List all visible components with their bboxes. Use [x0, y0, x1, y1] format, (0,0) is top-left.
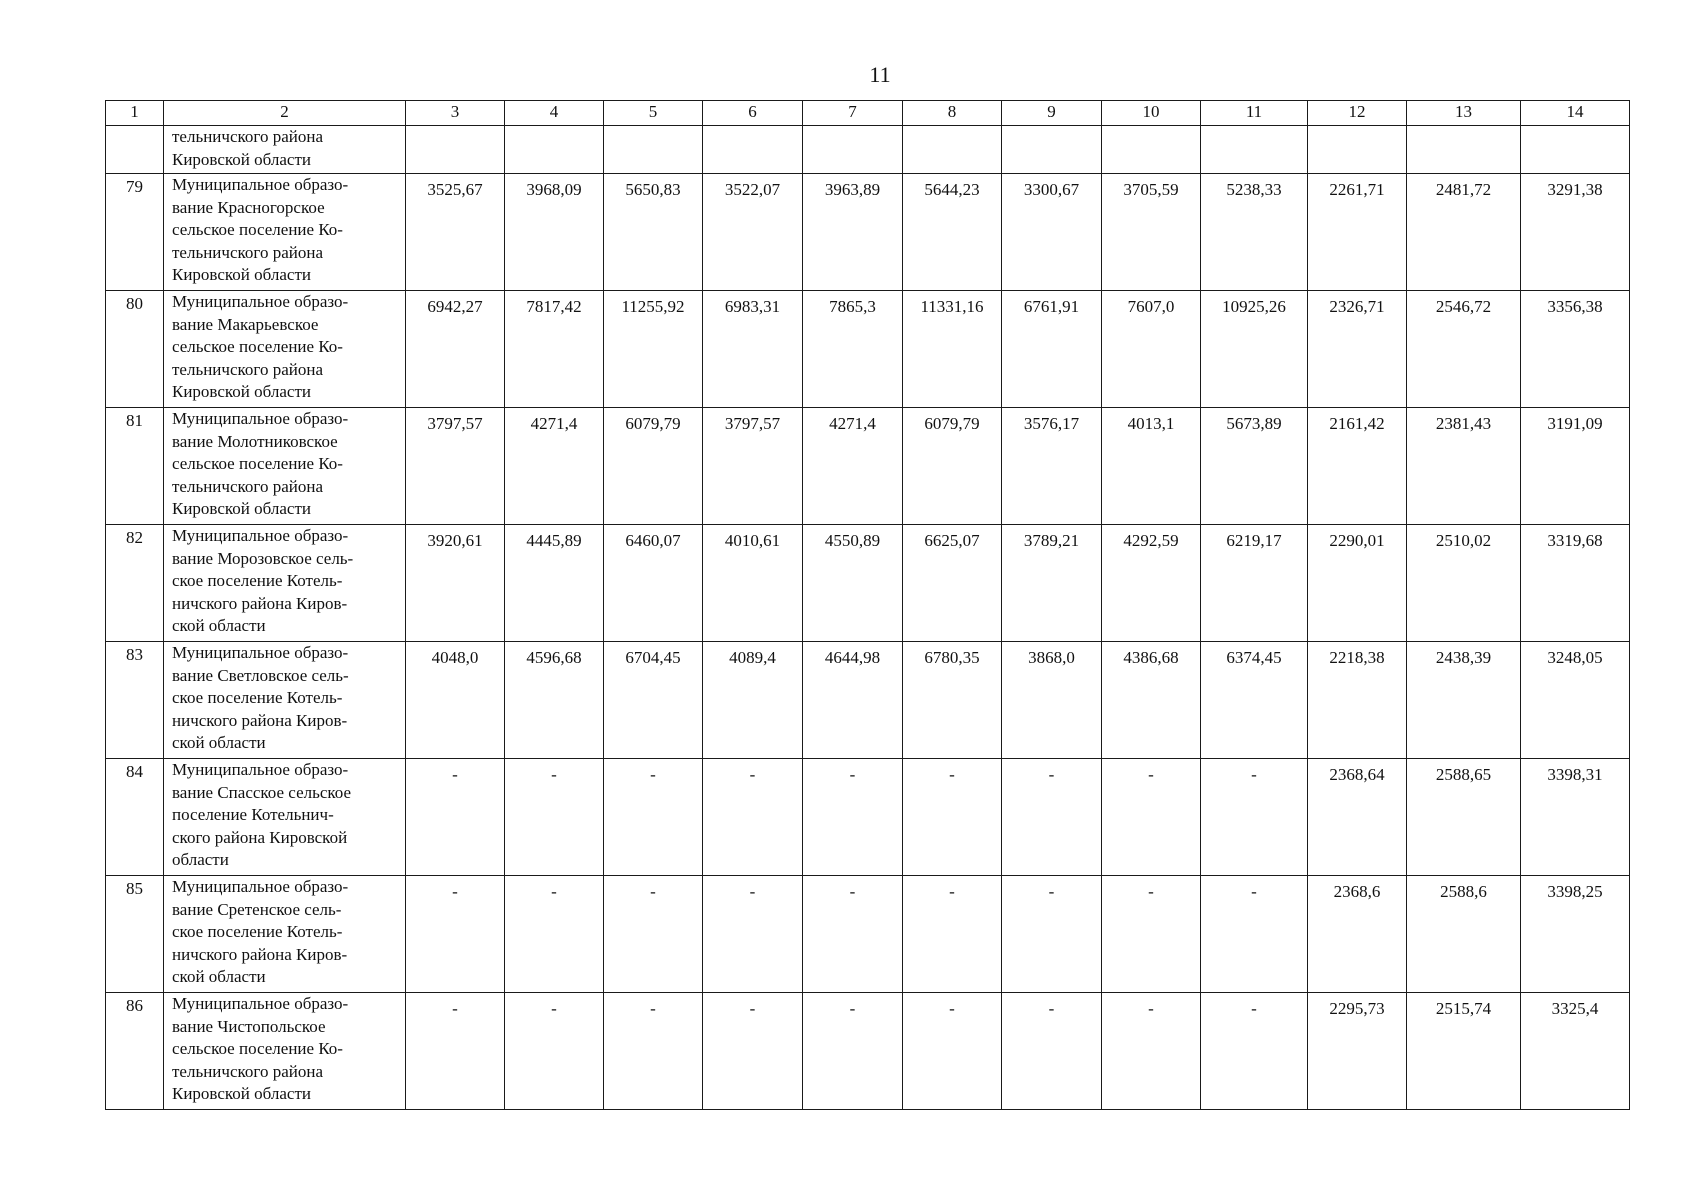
- value-cell: -: [1002, 876, 1102, 993]
- data-table: [105, 100, 1630, 1110]
- column-header: 12: [1308, 101, 1407, 126]
- value-cell: 2438,39: [1407, 642, 1521, 759]
- value-cell: 3797,57: [406, 408, 505, 525]
- value-cell: 3797,57: [703, 408, 803, 525]
- value-cell: 3920,61: [406, 525, 505, 642]
- value-cell: 2218,38: [1308, 642, 1407, 759]
- value-cell: 3576,17: [1002, 408, 1102, 525]
- value-cell: -: [1201, 993, 1308, 1110]
- value-cell: 5238,33: [1201, 174, 1308, 291]
- header-row: [106, 101, 1630, 126]
- value-cell: [505, 126, 604, 174]
- value-cell: 6374,45: [1201, 642, 1308, 759]
- value-cell: 4445,89: [505, 525, 604, 642]
- value-cell: 4013,1: [1102, 408, 1201, 525]
- value-cell: -: [803, 876, 903, 993]
- value-cell: 2368,6: [1308, 876, 1407, 993]
- value-cell: 6079,79: [604, 408, 703, 525]
- value-cell: 4048,0: [406, 642, 505, 759]
- value-cell: -: [903, 993, 1002, 1110]
- value-cell: -: [903, 876, 1002, 993]
- value-cell: 2368,64: [1308, 759, 1407, 876]
- value-cell: 6942,27: [406, 291, 505, 408]
- value-cell: -: [1102, 759, 1201, 876]
- row-number-cell: 84: [106, 759, 164, 876]
- table-row: [106, 876, 1630, 993]
- value-cell: 3868,0: [1002, 642, 1102, 759]
- table-row: [106, 759, 1630, 876]
- value-cell: 10925,26: [1201, 291, 1308, 408]
- value-cell: -: [604, 876, 703, 993]
- value-cell: 4644,98: [803, 642, 903, 759]
- value-cell: 11255,92: [604, 291, 703, 408]
- row-number-cell: 85: [106, 876, 164, 993]
- table-row: [106, 174, 1630, 291]
- value-cell: [1102, 126, 1201, 174]
- column-header: 8: [903, 101, 1002, 126]
- row-number-cell: [106, 126, 164, 174]
- value-cell: 2290,01: [1308, 525, 1407, 642]
- value-cell: 3325,4: [1521, 993, 1630, 1110]
- column-header: 13: [1407, 101, 1521, 126]
- column-header: 11: [1201, 101, 1308, 126]
- value-cell: -: [1002, 993, 1102, 1110]
- column-header: 4: [505, 101, 604, 126]
- value-cell: 6983,31: [703, 291, 803, 408]
- value-cell: -: [406, 759, 505, 876]
- column-header: 1: [106, 101, 164, 126]
- value-cell: [903, 126, 1002, 174]
- value-cell: -: [1201, 876, 1308, 993]
- value-cell: 7607,0: [1102, 291, 1201, 408]
- value-cell: -: [505, 993, 604, 1110]
- value-cell: 4292,59: [1102, 525, 1201, 642]
- value-cell: 4386,68: [1102, 642, 1201, 759]
- value-cell: 4596,68: [505, 642, 604, 759]
- value-cell: 3319,68: [1521, 525, 1630, 642]
- value-cell: -: [505, 876, 604, 993]
- value-cell: -: [1201, 759, 1308, 876]
- row-number-cell: 81: [106, 408, 164, 525]
- value-cell: 2295,73: [1308, 993, 1407, 1110]
- value-cell: 4010,61: [703, 525, 803, 642]
- value-cell: 5650,83: [604, 174, 703, 291]
- value-cell: 3963,89: [803, 174, 903, 291]
- value-cell: -: [903, 759, 1002, 876]
- column-header: 10: [1102, 101, 1201, 126]
- value-cell: 3291,38: [1521, 174, 1630, 291]
- value-cell: 4271,4: [505, 408, 604, 525]
- value-cell: -: [703, 759, 803, 876]
- column-header: 2: [164, 101, 406, 126]
- value-cell: 3300,67: [1002, 174, 1102, 291]
- value-cell: 3191,09: [1521, 408, 1630, 525]
- value-cell: 4089,4: [703, 642, 803, 759]
- value-cell: [1002, 126, 1102, 174]
- value-cell: [703, 126, 803, 174]
- value-cell: 6460,07: [604, 525, 703, 642]
- municipality-name-cell: Муниципальное образо- вание Спасское сельское поселение Котельнич- ского района Кировской области: [164, 759, 406, 876]
- value-cell: 6219,17: [1201, 525, 1308, 642]
- value-cell: 3248,05: [1521, 642, 1630, 759]
- value-cell: -: [406, 876, 505, 993]
- municipality-name-cell: Муниципальное образо- вание Морозовское сель- ское поселение Котель- ничского района Киров- ской области: [164, 525, 406, 642]
- row-number-cell: 86: [106, 993, 164, 1110]
- value-cell: [1407, 126, 1521, 174]
- row-number-cell: 80: [106, 291, 164, 408]
- municipality-name-cell: Муниципальное образо- вание Макарьевское сельское поселение Ко- тельничского района Кировской области: [164, 291, 406, 408]
- value-cell: [1521, 126, 1630, 174]
- value-cell: 3789,21: [1002, 525, 1102, 642]
- table-row: [106, 525, 1630, 642]
- column-header: 7: [803, 101, 903, 126]
- value-cell: [604, 126, 703, 174]
- column-header: 6: [703, 101, 803, 126]
- value-cell: [406, 126, 505, 174]
- row-number-cell: 83: [106, 642, 164, 759]
- column-header: 14: [1521, 101, 1630, 126]
- table-row: [106, 291, 1630, 408]
- value-cell: -: [1002, 759, 1102, 876]
- value-cell: 2546,72: [1407, 291, 1521, 408]
- row-number-cell: 82: [106, 525, 164, 642]
- value-cell: [803, 126, 903, 174]
- value-cell: 7865,3: [803, 291, 903, 408]
- municipality-name-cell: тельничского района Кировской области: [164, 126, 406, 174]
- value-cell: -: [1102, 876, 1201, 993]
- value-cell: 4271,4: [803, 408, 903, 525]
- value-cell: -: [703, 993, 803, 1110]
- table-row: [106, 642, 1630, 759]
- value-cell: 6761,91: [1002, 291, 1102, 408]
- value-cell: 6625,07: [903, 525, 1002, 642]
- value-cell: 5673,89: [1201, 408, 1308, 525]
- value-cell: 2381,43: [1407, 408, 1521, 525]
- value-cell: 2588,65: [1407, 759, 1521, 876]
- column-header: 9: [1002, 101, 1102, 126]
- value-cell: -: [604, 759, 703, 876]
- value-cell: 3968,09: [505, 174, 604, 291]
- municipality-name-cell: Муниципальное образо- вание Светловское сель- ское поселение Котель- ничского района Киров- ской области: [164, 642, 406, 759]
- value-cell: 5644,23: [903, 174, 1002, 291]
- continuation-row: [106, 126, 1630, 174]
- value-cell: -: [1102, 993, 1201, 1110]
- value-cell: 3522,07: [703, 174, 803, 291]
- column-header: 5: [604, 101, 703, 126]
- value-cell: 3356,38: [1521, 291, 1630, 408]
- column-header: 3: [406, 101, 505, 126]
- value-cell: [1201, 126, 1308, 174]
- value-cell: 6780,35: [903, 642, 1002, 759]
- value-cell: -: [604, 993, 703, 1110]
- value-cell: -: [803, 759, 903, 876]
- value-cell: -: [803, 993, 903, 1110]
- value-cell: 6079,79: [903, 408, 1002, 525]
- value-cell: 2261,71: [1308, 174, 1407, 291]
- municipality-name-cell: Муниципальное образо- вание Сретенское сель- ское поселение Котель- ничского района Киров- ской области: [164, 876, 406, 993]
- page-number: 11: [869, 62, 891, 87]
- table-row: [106, 993, 1630, 1110]
- value-cell: -: [505, 759, 604, 876]
- value-cell: 3398,25: [1521, 876, 1630, 993]
- value-cell: 7817,42: [505, 291, 604, 408]
- value-cell: 2161,42: [1308, 408, 1407, 525]
- value-cell: 3525,67: [406, 174, 505, 291]
- value-cell: 2515,74: [1407, 993, 1521, 1110]
- value-cell: -: [406, 993, 505, 1110]
- value-cell: [1308, 126, 1407, 174]
- value-cell: 11331,16: [903, 291, 1002, 408]
- value-cell: 6704,45: [604, 642, 703, 759]
- row-number-cell: 79: [106, 174, 164, 291]
- value-cell: 3705,59: [1102, 174, 1201, 291]
- table-row: [106, 408, 1630, 525]
- value-cell: 2588,6: [1407, 876, 1521, 993]
- value-cell: 2481,72: [1407, 174, 1521, 291]
- value-cell: 2510,02: [1407, 525, 1521, 642]
- value-cell: 2326,71: [1308, 291, 1407, 408]
- municipality-name-cell: Муниципальное образо- вание Чистопольское сельское поселение Ко- тельничского района Кировской области: [164, 993, 406, 1110]
- value-cell: 3398,31: [1521, 759, 1630, 876]
- municipality-name-cell: Муниципальное образо- вание Молотниковское сельское поселение Ко- тельничского района Кировской области: [164, 408, 406, 525]
- municipality-name-cell: Муниципальное образо- вание Красногорское сельское поселение Ко- тельничского района Кировской области: [164, 174, 406, 291]
- value-cell: -: [703, 876, 803, 993]
- value-cell: 4550,89: [803, 525, 903, 642]
